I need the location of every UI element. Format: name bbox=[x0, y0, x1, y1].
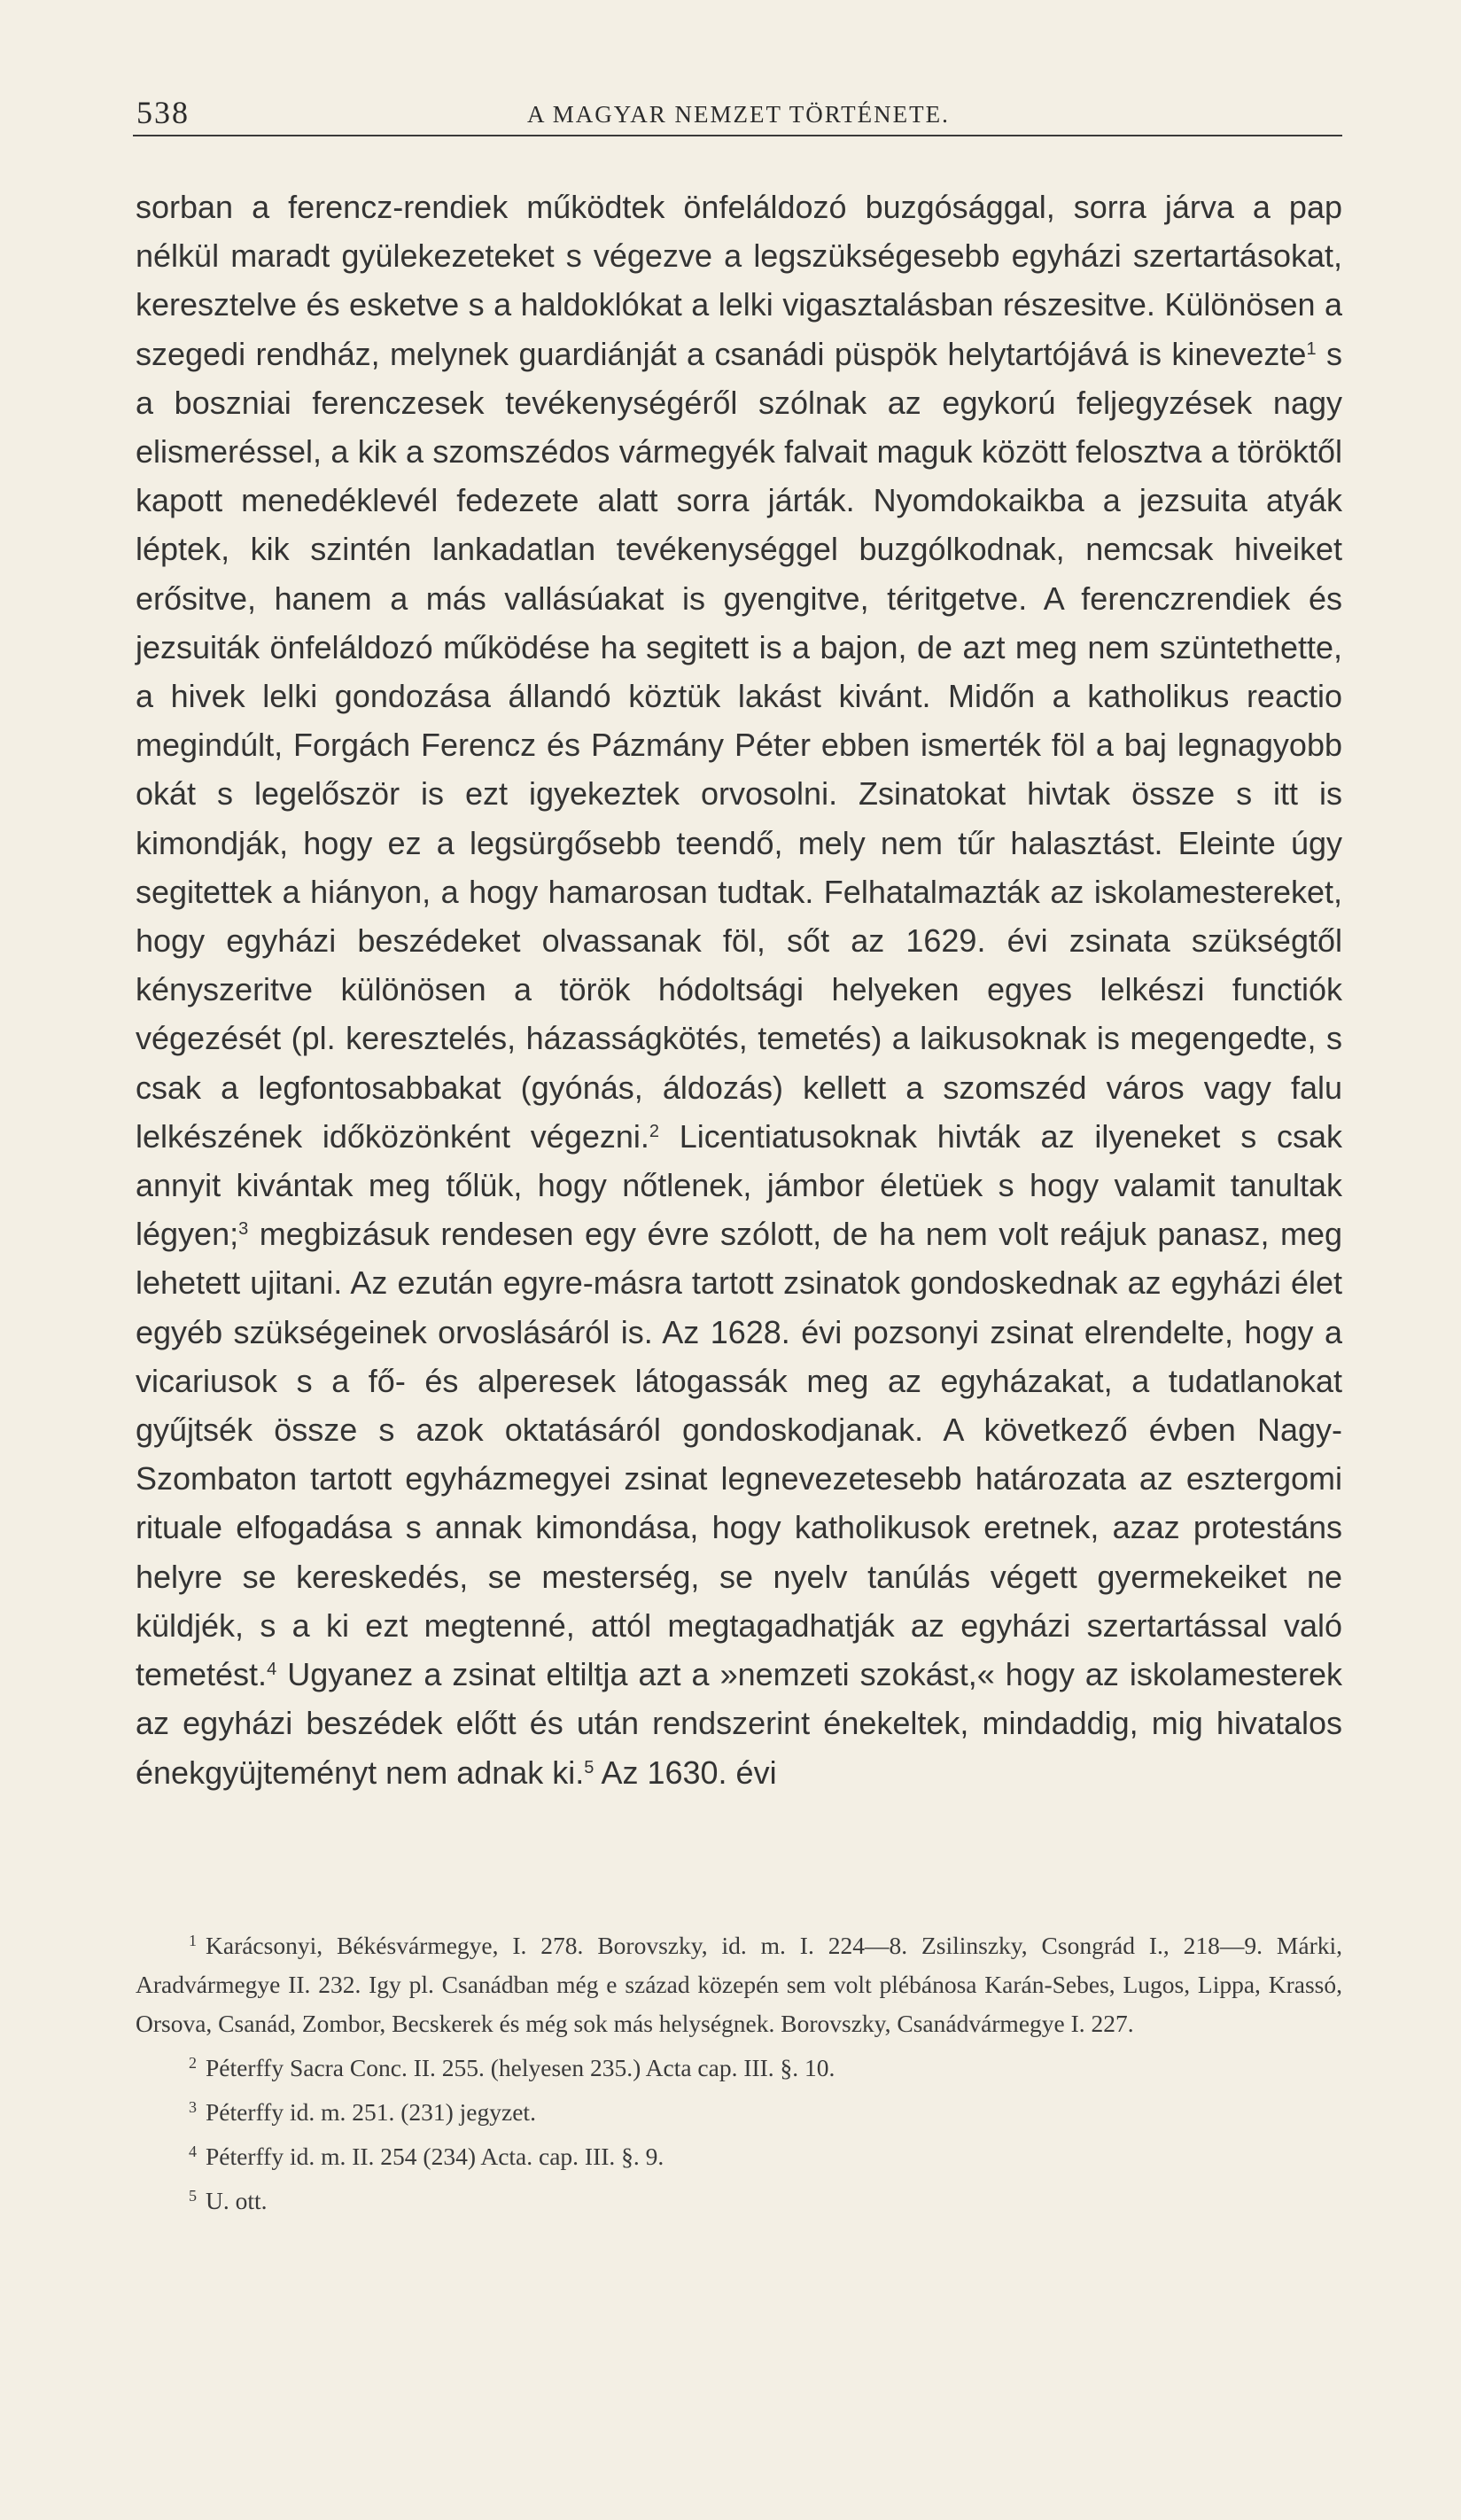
footnote bbox=[136, 2176, 1342, 2221]
body-text-segment: megbizásuk rendesen egy évre szólott, de ha nem volt reájuk panasz, meg lehetett ujitani. Az ezután egyre-másra tartott zsinatok gondoskednak az egyházi élet egyéb szükségeinek orvoslásáról is. Az 1628. évi pozsonyi zsinat elrendelte, hogy a vicariusok s a fő- és alperesek látogassák meg az egyházakat, a tudatlanokat gyűjtsék össze s azok oktatásáról gondoskodjanak. A következő évben Nagy-Szombaton tartott egyházmegyei zsinat legnevezetesebb határozata az esztergomi rituale elfogadása s annak kimondása, hogy katholikusok eretnek, azaz protestáns helyre se kereskedés, se mesterség, se nyelv tanúlás végett gyermekeiket ne küldjék, s a ki ezt megtenné, attól megtagadhatják az egyházi szertartással való temetést. bbox=[136, 1216, 1342, 1693]
page-header bbox=[133, 92, 1342, 136]
body-paragraph bbox=[136, 183, 1342, 1797]
running-title: A MAGYAR NEMZET TÖRTÉNETE. bbox=[527, 101, 950, 128]
footnotes-section bbox=[136, 1921, 1342, 2221]
footnote bbox=[136, 2088, 1342, 2132]
footnote-text: Péterffy id. m. 251. (231) jegyzet. bbox=[206, 2098, 536, 2126]
footnote-mark: 5 bbox=[189, 2187, 197, 2205]
footnote-text: Karácsonyi, Békésvármegye, I. 278. Borovszky, id. m. I. 224—8. Zsilinszky, Csongrád I., 218—9. Márki, Aradvármegye II. 232. Igy pl. Csanádban még e század közepén sem volt plébánosa Karán-Sebes, Lugos, Lippa, Krassó, Orsova, Csanád, Zombor, Becskerek és még sok más helységnek. Borovszky, Csanádvármegye I. 227. bbox=[136, 1932, 1342, 2037]
page-number: 538 bbox=[136, 95, 190, 130]
footnote-text: U. ott. bbox=[206, 2187, 268, 2214]
body-text-segment: Licentiatusoknak hivták az ilyeneket s csak annyit kivántak meg tőlük, hogy nőtlenek, jámbor életüek s hogy valamit tanultak légyen; bbox=[136, 1117, 1342, 1253]
body-text-segment: sorban a ferencz-rendiek működtek önfeláldozó buzgósággal, sorra járva a pap nélkül maradt gyülekezeteket s végezve a legszükségesebb egyházi szertartásokat, keresztelve és esketve s a haldoklókat a lelki vigasztalásban részesitve. Különösen a szegedi rendház, melynek guardiánját a csanádi püspök helytartójává is kinevezte bbox=[136, 189, 1342, 372]
footnote-mark: 1 bbox=[189, 1932, 197, 1949]
footnote bbox=[136, 2132, 1342, 2176]
body-text-segment: Ugyanez a zsinat eltiltja azt a »nemzeti szokást,« hogy az iskolamesterek az egyházi beszédek előtt és után rendszerint énekeltek, mindaddig, mig hivatalos énekgyüjteményt nem adnak ki. bbox=[136, 1656, 1342, 1791]
footnote-reference: 5 bbox=[584, 1757, 595, 1777]
body-text-segment: Az 1630. évi bbox=[594, 1754, 777, 1791]
footnote bbox=[136, 2043, 1342, 2088]
footnote-mark: 3 bbox=[189, 2098, 197, 2116]
footnote-reference: 4 bbox=[267, 1660, 277, 1680]
footnote-text: Péterffy id. m. II. 254 (234) Acta. cap. III. §. 9. bbox=[206, 2143, 664, 2170]
footnote-text: Péterffy Sacra Conc. II. 255. (helyesen 235.) Acta cap. III. §. 10. bbox=[206, 2054, 835, 2081]
footnote-reference: 1 bbox=[1306, 338, 1317, 359]
footnote bbox=[136, 1921, 1342, 2043]
footnote-mark: 2 bbox=[189, 2054, 197, 2072]
body-text-segment: s a boszniai ferenczesek tevékenységéről szólnak az egykorú feljegyzések nagy elismeréssel, a kik a szomszédos vármegyék falvait maguk között felosztva a töröktől kapott menedéklevél fedezete alatt sorra járták. Nyomdokaikba a jezsuita atyák léptek, kik szintén lankadatlan tevékenységgel buzgólkodnak, nemcsak hiveiket erősitve, hanem a más vallásúakat is gyengitve, téritgetve. A ferenczrendiek és jezsuiták önfeláldozó működése ha segitett is a bajon, de azt meg nem szüntethette, a hivek lelki gondozása állandó köztük lakást kivánt. Midőn a katholikus reactio megindúlt, Forgách Ferencz és Pázmány Péter ebben ismerték föl a baj legnagyobb okát s legelőször is ezt igyekeztek orvosolni. Zsinatokat hivtak össze s itt is kimondják, hogy ez a legsürgősebb teendő, mely nem tűr halasztást. Eleinte úgy segitettek a hiányon, a hogy hamarosan tudtak. Felhatalmazták az iskolamestereket, hogy egyházi beszédeket olvassanak föl, sőt az 1629. évi zsinata szükségtől kényszeritve különösen a török hódoltsági helyeken egyes lelkészi functiók végezését (pl. keresztelés, házasságkötés, temetés) a laikusoknak is megengedte, s csak a legfontosabbakat (gyónás, áldozás) kellett a szomszéd város vagy falu lelkészének időközönként végezni. bbox=[136, 335, 1342, 1155]
footnote-reference: 3 bbox=[238, 1219, 249, 1240]
footnote-mark: 4 bbox=[189, 2143, 197, 2160]
footnote-reference: 2 bbox=[649, 1121, 660, 1141]
